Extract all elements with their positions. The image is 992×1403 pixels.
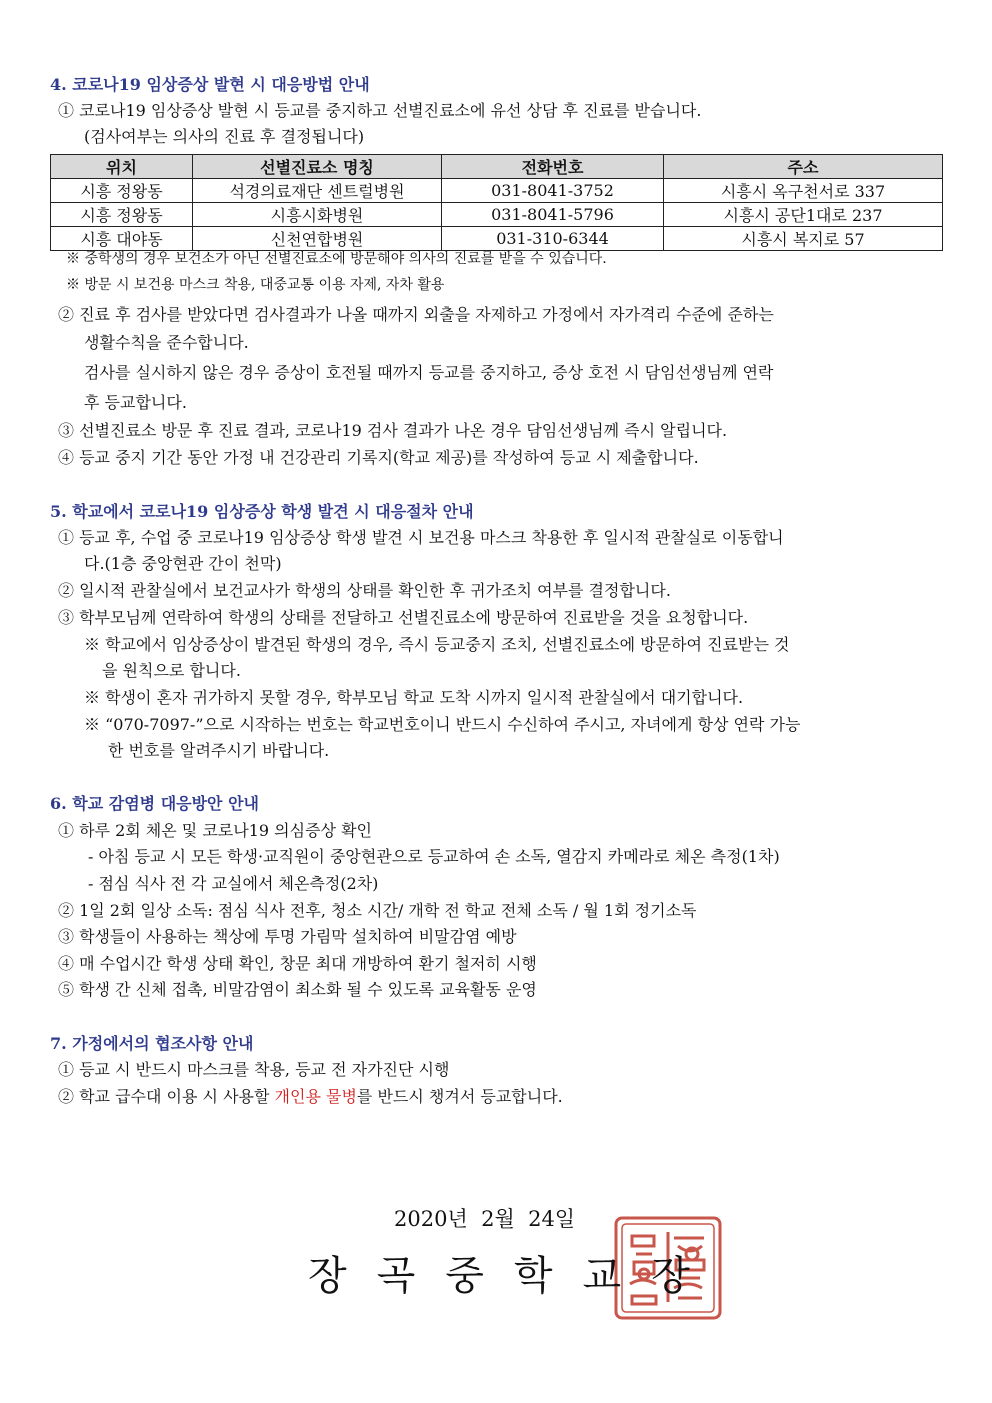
s5-item-3: ③ 학부모님께 연락하여 학생의 상태를 전달하고 선별진료소에 방문하여 진료받을 것을 요청합니다. xyxy=(58,608,749,627)
header-address: 주소 xyxy=(664,155,943,179)
header-location: 위치 xyxy=(51,155,193,179)
s5-item-1-line-1: ① 등교 후, 수업 중 코로나19 임상증상 학생 발견 시 보건용 마스크 착용한 후 일시적 관찰실로 이동합니 xyxy=(58,528,784,547)
s7-item-1: ① 등교 시 반드시 마스크를 착용, 등교 전 자가진단 시행 xyxy=(58,1060,450,1079)
s5-note-3-line-1: ※ “070-7097-”으로 시작하는 번호는 학교번호이니 반드시 수신하여 주시고, 자녀에게 항상 연락 가능 xyxy=(84,715,801,734)
s5-item-1-line-2: 다.(1층 중앙현관 간이 천막) xyxy=(84,554,282,573)
s6-item-2: ② 1일 2회 일상 소독: 점심 식사 전후, 청소 시간/ 개학 전 학교 전체 소독 / 월 1회 정기소독 xyxy=(58,901,697,920)
s5-item-2: ② 일시적 관찰실에서 보건교사가 학생의 상태를 확인한 후 귀가조치 여부를 결정합니다. xyxy=(58,581,671,600)
header-clinic-name: 선별진료소 명칭 xyxy=(193,155,442,179)
header-phone: 전화번호 xyxy=(442,155,664,179)
s5-note-1-line-1: ※ 학교에서 임상증상이 발견된 학생의 경우, 즉시 등교중지 조치, 선별진료소에 방문하여 진료받는 것 xyxy=(84,635,790,654)
s4-note-2: ※ 방문 시 보건용 마스크 착용, 대중교통 이용 자제, 자차 활용 xyxy=(66,277,445,293)
s4-item-4: ④ 등교 중지 기간 동안 가정 내 건강관리 기록지(학교 제공)를 작성하여 등교 시 제출합니다. xyxy=(58,448,699,467)
s4-item-2-line-1: ② 진료 후 검사를 받았다면 검사결과가 나올 때까지 외출을 자제하고 가정에서 자가격리 수준에 준하는 xyxy=(58,305,774,324)
cell-address: 시흥시 복지로 57 xyxy=(664,227,943,251)
clinic-table xyxy=(50,154,943,251)
clinic-table-header xyxy=(51,155,943,179)
s4-item-3: ③ 선별진료소 방문 후 진료 결과, 코로나19 검사 결과가 나온 경우 담임선생님께 즉시 알립니다. xyxy=(58,421,728,440)
cell-clinic-name: 석경의료재단 센트럴병원 xyxy=(193,179,442,203)
s4-item-2-line-2: 생활수칙을 준수합니다. xyxy=(84,333,249,352)
cell-clinic-name: 신천연합병원 xyxy=(193,227,442,251)
cell-phone: 031-8041-5796 xyxy=(442,203,664,227)
s4-item-1-note: (검사여부는 의사의 진료 후 결정됩니다) xyxy=(84,127,365,146)
s6-item-1-detail-1: - 아침 등교 시 모든 학생·교직원이 중앙현관으로 등교하여 손 소독, 열감지 카메라로 체온 측정(1차) xyxy=(88,847,780,866)
s6-item-4: ④ 매 수업시간 학생 상태 확인, 창문 최대 개방하여 환기 철저히 시행 xyxy=(58,954,537,973)
cell-address: 시흥시 옥구천서로 337 xyxy=(664,179,943,203)
s6-item-5: ⑤ 학생 간 신체 접촉, 비말감염이 최소화 될 수 있도록 교육활동 운영 xyxy=(58,980,537,999)
section-5-title: 5. 학교에서 코로나19 임상증상 학생 발견 시 대응절차 안내 xyxy=(50,502,474,521)
table-row xyxy=(51,227,943,251)
s7-item-2 xyxy=(58,1084,563,1107)
s7-item-2-prefix: ② 학교 급수대 이용 시 사용할 xyxy=(58,1087,275,1106)
s4-note-1: ※ 중학생의 경우 보건소가 아닌 선별진료소에 방문해야 의사의 진료를 받을 수 있습니다. xyxy=(66,251,607,267)
cell-clinic-name: 시흥시화병원 xyxy=(193,203,442,227)
table-row xyxy=(51,203,943,227)
s5-note-3-line-2: 한 번호를 알려주시기 바랍니다. xyxy=(108,741,330,760)
s6-item-1-detail-2: - 점심 식사 전 각 교실에서 체온측정(2차) xyxy=(88,874,379,893)
s4-item-2-line-4: 후 등교합니다. xyxy=(84,393,187,412)
section-4-title: 4. 코로나19 임상증상 발현 시 대응방법 안내 xyxy=(50,75,370,94)
cell-location: 시흥 정왕동 xyxy=(51,179,193,203)
s4-item-1: ① 코로나19 임상증상 발현 시 등교를 중지하고 선별진료소에 유선 상담 후 진료를 받습니다. xyxy=(58,101,702,120)
s6-item-3: ③ 학생들이 사용하는 책상에 투명 가림막 설치하여 비말감염 예방 xyxy=(58,927,517,946)
s7-item-2-highlight: 개인용 물병 xyxy=(274,1087,357,1106)
section-7-title: 7. 가정에서의 협조사항 안내 xyxy=(50,1034,254,1053)
cell-phone: 031-310-6344 xyxy=(442,227,664,251)
issue-date: 2020년 2월 24일 xyxy=(394,1207,576,1231)
cell-location: 시흥 정왕동 xyxy=(51,203,193,227)
cell-address: 시흥시 공단1대로 237 xyxy=(664,203,943,227)
cell-phone: 031-8041-3752 xyxy=(442,179,664,203)
table-row xyxy=(51,179,943,203)
s5-note-2: ※ 학생이 혼자 귀가하지 못할 경우, 학부모님 학교 도착 시까지 일시적 관찰실에서 대기합니다. xyxy=(84,688,744,707)
section-6-title: 6. 학교 감염병 대응방안 안내 xyxy=(50,794,260,813)
s4-item-2-line-3: 검사를 실시하지 않은 경우 증상이 호전될 때까지 등교를 중지하고, 증상 호전 시 담임선생님께 연락 xyxy=(84,363,774,382)
s5-note-1-line-2: 을 원칙으로 합니다. xyxy=(102,661,241,680)
cell-location: 시흥 대야동 xyxy=(51,227,193,251)
s7-item-2-suffix: 를 반드시 챙겨서 등교합니다. xyxy=(356,1087,563,1106)
s6-item-1: ① 하루 2회 체온 및 코로나19 의심증상 확인 xyxy=(58,821,372,840)
principal-signature: 장곡중학교장 xyxy=(308,1253,720,1299)
